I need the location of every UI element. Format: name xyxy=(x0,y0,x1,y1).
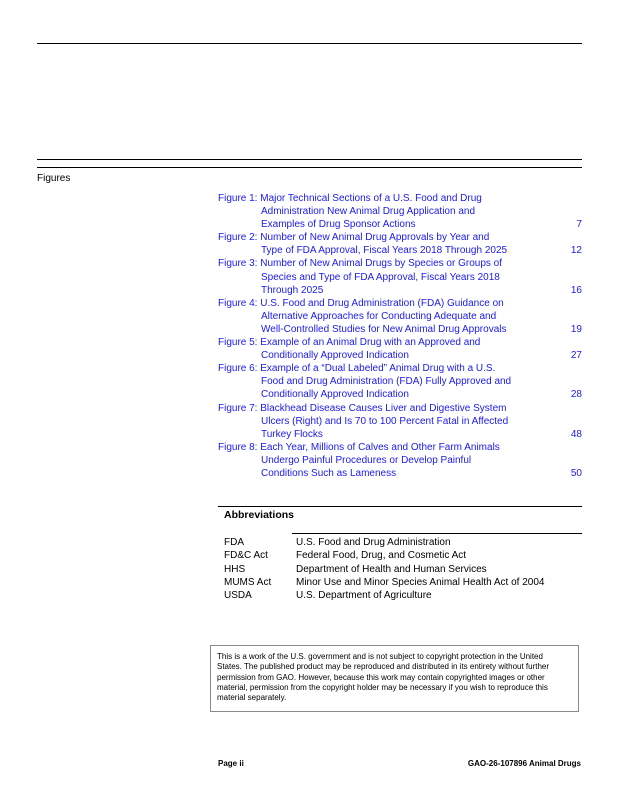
abbreviations-title: Abbreviations xyxy=(224,509,295,521)
figure-page-number[interactable]: 48 xyxy=(570,428,582,440)
abbreviation-term: MUMS Act xyxy=(224,576,272,588)
abbreviations-rule xyxy=(218,506,582,507)
figure-title-line: Alternative Approaches for Conducting Adequate and xyxy=(261,310,497,322)
figure-entry-4[interactable] xyxy=(218,297,582,336)
figure-title-line: Figure 3: Number of New Animal Drugs by Species or Groups of xyxy=(218,258,503,270)
figure-entry-3[interactable] xyxy=(218,257,582,296)
abbreviation-term: USDA xyxy=(224,590,252,602)
figure-title[interactable] xyxy=(218,336,543,362)
figure-title[interactable] xyxy=(218,192,543,231)
abbreviation-definition: Department of Health and Human Services xyxy=(296,563,487,575)
figure-page-number[interactable]: 28 xyxy=(570,389,582,401)
figure-title-line: Conditionally Approved Indication xyxy=(261,350,409,362)
figure-title[interactable] xyxy=(218,297,543,336)
figure-title[interactable] xyxy=(218,257,543,296)
figure-title[interactable] xyxy=(218,362,543,401)
figure-title-line: Food and Drug Administration (FDA) Fully Approved and xyxy=(261,376,512,388)
figure-title-line: Ulcers (Right) and Is 70 to 100 Percent Fatal in Affected xyxy=(261,415,509,427)
abbreviation-term: HHS xyxy=(224,563,246,575)
figure-title-line: Figure 7: Blackhead Disease Causes Liver and Digestive System xyxy=(218,402,507,414)
figure-title-line: Conditions Such as Lameness xyxy=(261,467,397,479)
figure-entry-5[interactable] xyxy=(218,336,582,362)
figure-title-line: Undergo Painful Procedures or Develop Painful xyxy=(261,454,472,466)
figure-title-line: Figure 2: Number of New Animal Drug Approvals by Year and xyxy=(218,232,490,244)
abbreviation-definition: Federal Food, Drug, and Cosmetic Act xyxy=(296,550,467,562)
figure-title-line: Type of FDA Approval, Fiscal Years 2018 Through 2025 xyxy=(261,245,508,257)
figure-title[interactable] xyxy=(218,402,543,441)
figure-page-number[interactable]: 50 xyxy=(570,467,582,479)
figure-entry-7[interactable] xyxy=(218,402,582,441)
figures-list xyxy=(218,192,582,480)
figure-title-line: Figure 5: Example of an Animal Drug with an Approved and xyxy=(218,337,481,349)
figure-title-line: Well-Controlled Studies for New Animal Drug Approvals xyxy=(261,323,507,335)
figure-title-line: Figure 1: Major Technical Sections of a U.S. Food and Drug xyxy=(218,193,482,204)
abbreviations-underline xyxy=(292,533,582,534)
figure-entry-8[interactable] xyxy=(218,441,582,480)
abbreviation-definition: Minor Use and Minor Species Animal Health Act of 2004 xyxy=(296,576,545,588)
abbreviation-definition: U.S. Department of Agriculture xyxy=(296,590,432,602)
footer-page-label: Page ii xyxy=(218,759,244,768)
abbreviation-definition: U.S. Food and Drug Administration xyxy=(296,537,451,548)
figure-title-line: Administration New Animal Drug Application and xyxy=(261,206,475,218)
abbreviation-row xyxy=(224,576,544,589)
figure-title-line: Figure 8: Each Year, Millions of Calves and Other Farm Animals xyxy=(218,441,500,453)
section-rule xyxy=(37,159,582,160)
figure-title-line: Figure 4: U.S. Food and Drug Administration (FDA) Guidance on xyxy=(218,297,504,309)
figure-page-number[interactable]: 19 xyxy=(570,323,582,335)
figure-page-number[interactable]: 7 xyxy=(576,219,582,231)
abbreviation-term: FD&C Act xyxy=(224,550,268,562)
figure-entry-1[interactable] xyxy=(218,192,582,231)
figure-entry-2[interactable] xyxy=(218,231,582,257)
figure-title-line: Conditionally Approved Indication xyxy=(261,389,409,401)
figure-title-line: Species and Type of FDA Approval, Fiscal Years 2018 xyxy=(261,271,500,283)
footer-report-id: GAO-26-107896 Animal Drugs xyxy=(467,759,581,768)
abbreviation-row xyxy=(224,563,544,576)
abbreviation-term: FDA xyxy=(224,537,244,548)
figure-title-line: Turkey Flocks xyxy=(261,428,323,440)
section-label: Figures xyxy=(37,173,71,184)
abbreviations-table xyxy=(224,536,544,602)
copyright-notice: This is a work of the U.S. government and is not subject to copyright protection in the United States. The published product may be reproduced and distributed in its entirety without further permission from GAO. However, because this work may contain copyrighted images or other material, permission from the copyright holder may be necessary if you wish to reproduce this material separately. xyxy=(210,645,579,712)
abbreviation-row xyxy=(224,589,544,602)
figure-page-number[interactable]: 12 xyxy=(570,245,582,257)
top-rule xyxy=(37,43,582,44)
abbreviation-row xyxy=(224,549,544,562)
figure-title-line: Examples of Drug Sponsor Actions xyxy=(261,219,416,231)
figure-entry-6[interactable] xyxy=(218,362,582,401)
figure-page-number[interactable]: 16 xyxy=(570,284,582,296)
figure-title-line: Figure 6: Example of a “Dual Labeled” Animal Drug with a U.S. xyxy=(218,363,496,375)
abbreviation-row xyxy=(224,536,544,549)
figure-title[interactable] xyxy=(218,231,543,257)
figure-title-line: Through 2025 xyxy=(261,284,324,296)
figure-title[interactable] xyxy=(218,441,543,480)
section-rule-secondary xyxy=(37,167,582,168)
figure-page-number[interactable]: 27 xyxy=(570,350,582,362)
